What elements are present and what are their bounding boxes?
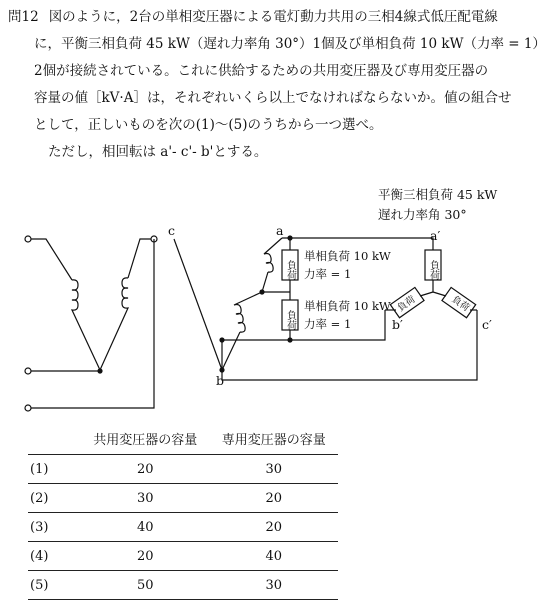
table-row xyxy=(28,542,338,571)
dedicated-capacity: 20 xyxy=(210,484,339,513)
primary-terminal-top xyxy=(25,236,31,242)
shared-capacity: 20 xyxy=(81,455,210,484)
question-note: ただし，相回転は a'- c'- b'とする。 xyxy=(48,144,268,160)
node-b-label: b xyxy=(216,373,225,388)
primary-left-coil xyxy=(72,280,100,370)
junction-dot-primary xyxy=(97,368,102,373)
circuit-diagram xyxy=(0,180,550,415)
balanced-load-a-box-text: 負荷 xyxy=(427,260,439,280)
dedicated-capacity: 20 xyxy=(210,513,339,542)
secondary-mid-lead xyxy=(262,272,268,292)
balanced-load-c-box-text: 負荷 xyxy=(449,293,472,314)
choice-number: (3) xyxy=(28,513,81,542)
table-row xyxy=(28,513,338,542)
junction-dot-load-bottom xyxy=(287,337,292,342)
primary-right-lead xyxy=(128,239,151,278)
primary-bottom-line xyxy=(31,239,154,408)
answer-table xyxy=(28,428,338,600)
choice-number: (2) xyxy=(28,484,81,513)
junction-dot-a xyxy=(287,235,292,240)
node-c-prime-label: c′ xyxy=(482,317,492,332)
table-header-shared: 共用変圧器の容量 xyxy=(93,432,198,448)
secondary-left-winding xyxy=(174,239,222,370)
primary-right-coil xyxy=(100,278,128,370)
single-load-2-box-text: 負荷 xyxy=(284,310,296,330)
shared-capacity: 30 xyxy=(81,484,210,513)
choice-number: (4) xyxy=(28,542,81,571)
shared-capacity: 40 xyxy=(81,513,210,542)
dedicated-capacity: 30 xyxy=(210,571,339,600)
junction-dot-b xyxy=(219,367,224,372)
table-row xyxy=(28,484,338,513)
primary-terminal-bottom xyxy=(25,405,31,411)
secondary-upper-coil xyxy=(264,238,282,272)
question-line-3: 2個が接続されている。これに供給するための共用変圧器及び専用変圧器の xyxy=(34,63,489,79)
table-header-dedicated: 専用変圧器の容量 xyxy=(221,432,326,448)
choice-number: (1) xyxy=(28,455,81,484)
table-row xyxy=(28,455,338,484)
single-load-1-label: 単相負荷 10 kW xyxy=(304,249,391,263)
junction-dot-b-upper xyxy=(219,337,224,342)
primary-left-lead xyxy=(31,239,72,280)
table-row xyxy=(28,571,338,600)
single-load-2-label: 単相負荷 10 kW xyxy=(304,299,391,313)
dedicated-capacity: 40 xyxy=(210,542,339,571)
table-header-row xyxy=(28,428,338,455)
node-a-label: a xyxy=(276,223,284,238)
balanced-load-wire-c xyxy=(433,292,446,296)
balanced-load-label-1: 平衡三相負荷 45 kW xyxy=(378,187,498,202)
single-load-2-pf: 力率 = 1 xyxy=(304,317,352,331)
question-text xyxy=(8,4,544,166)
balanced-load-wire-b xyxy=(420,292,433,296)
single-load-1-box-text: 負荷 xyxy=(284,260,296,280)
primary-terminal-middle xyxy=(25,368,31,374)
node-a-prime-label: a′ xyxy=(430,228,441,243)
table-header-number xyxy=(28,428,81,455)
dedicated-capacity: 30 xyxy=(210,455,339,484)
junction-dot-neutral xyxy=(259,289,264,294)
question-line-5: として，正しいものを次の(1)～(5)のうちから一つ選べ。 xyxy=(34,117,383,133)
question-line-1: 問12 図のように，2台の単相変圧器による電灯動力共用の三相4線式低圧配電線 xyxy=(8,9,498,25)
question-line-2: に，平衡三相負荷 45 kW（遅れ力率角 30°）1個及び単相負荷 10 kW（力率 = 1） xyxy=(34,36,546,52)
balanced-load-b-box-text: 負荷 xyxy=(395,293,418,314)
single-load-1-pf: 力率 = 1 xyxy=(304,267,352,281)
balanced-load-label-2: 遅れ力率角 30° xyxy=(378,207,467,222)
question-line-4: 容量の値［kV·A］は，それぞれいくら以上でなければならないか。値の組合せ xyxy=(34,90,512,106)
question-number: 問12 xyxy=(8,9,39,25)
shared-capacity: 50 xyxy=(81,571,210,600)
secondary-lower-coil xyxy=(234,292,262,332)
secondary-lower-lead xyxy=(222,332,240,370)
node-c-label: c xyxy=(168,223,176,238)
choice-number: (5) xyxy=(28,571,81,600)
shared-capacity: 20 xyxy=(81,542,210,571)
node-b-prime-label: b′ xyxy=(392,317,403,332)
